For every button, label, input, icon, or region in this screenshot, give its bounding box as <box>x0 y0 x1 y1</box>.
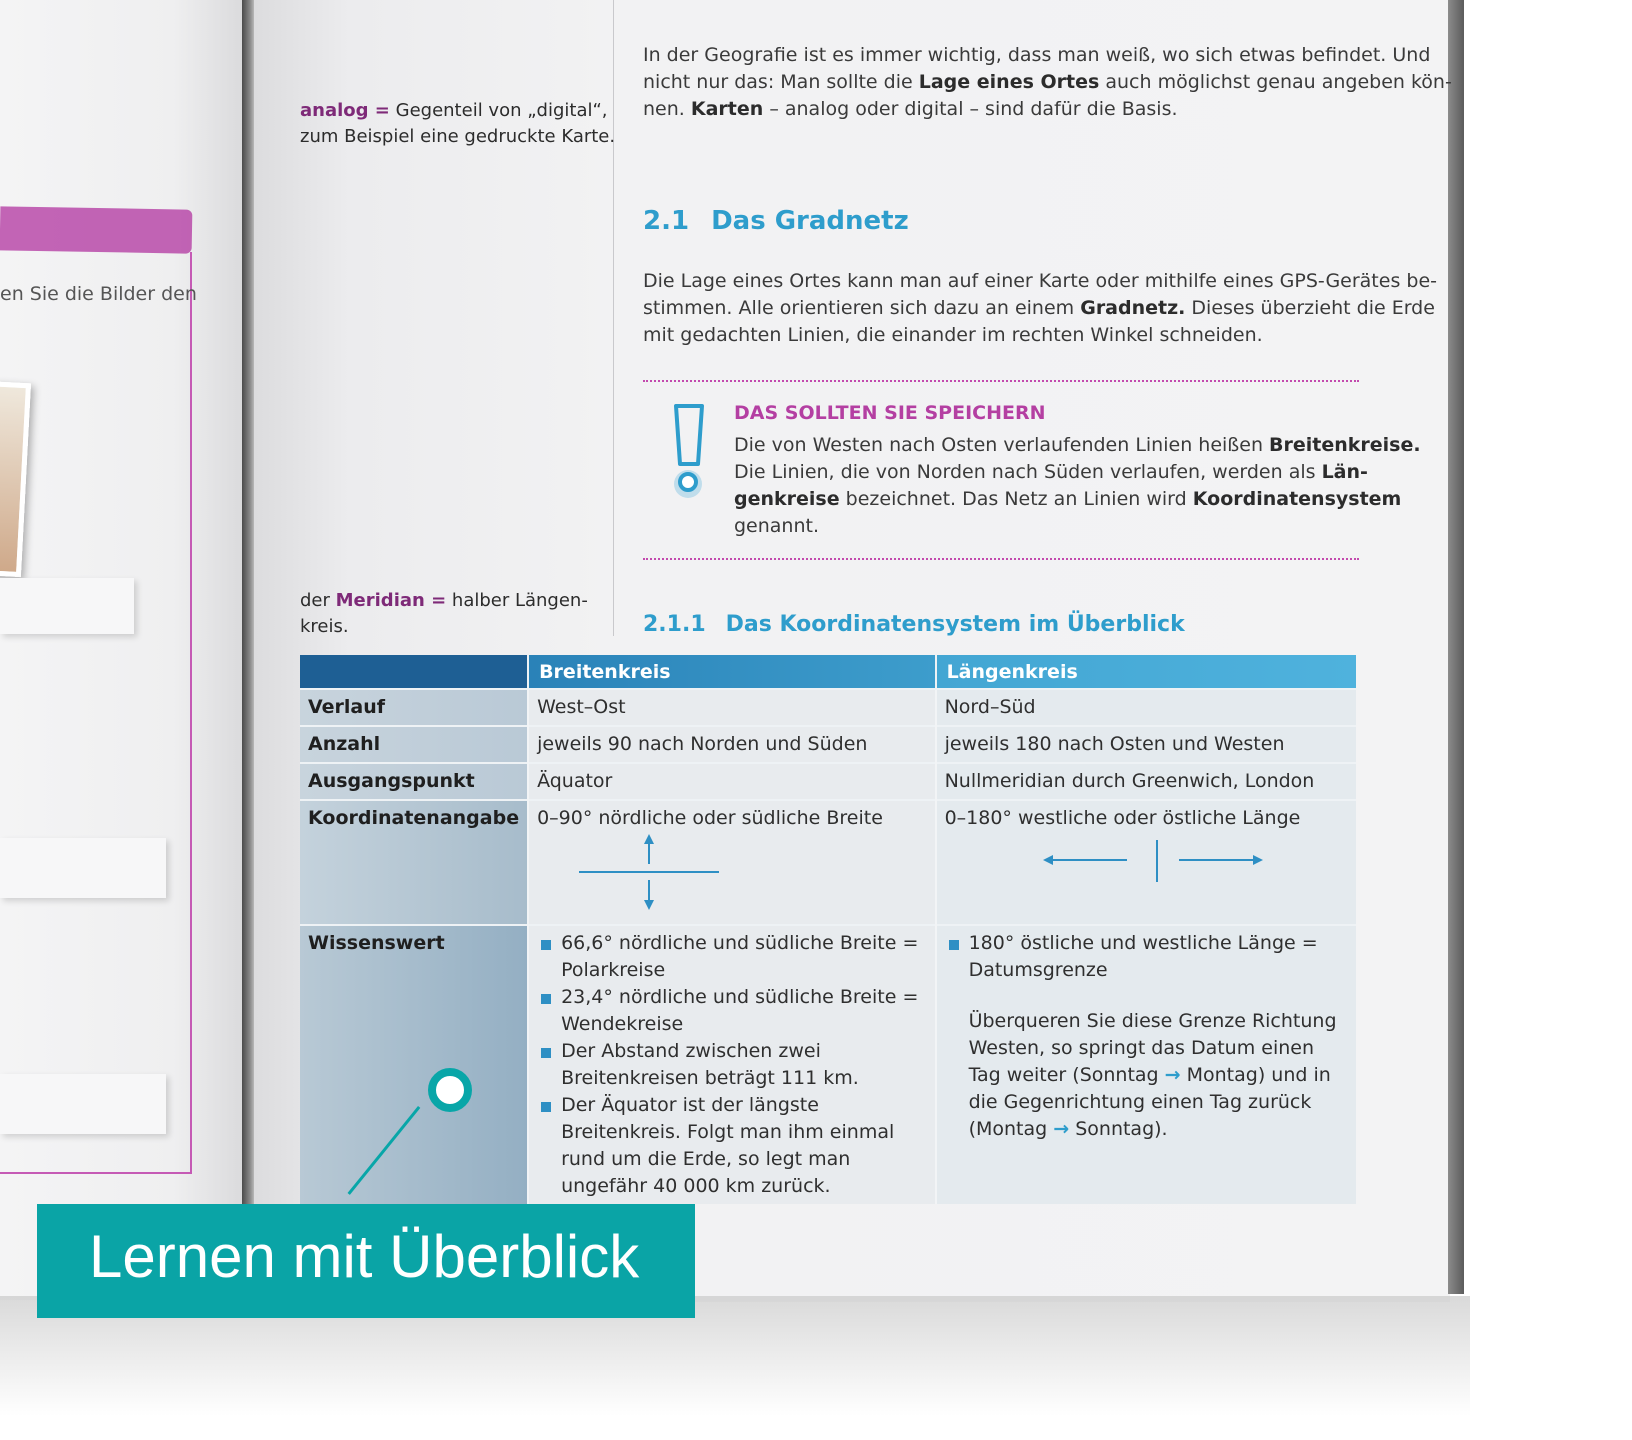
exclamation-icon <box>668 402 708 502</box>
glossary-meridian <box>300 588 588 640</box>
table-row <box>300 925 1356 1204</box>
section-line: mit gedachten Linien, die einander im rechten Winkel schneiden. <box>643 324 1263 346</box>
intro-bold: Lage eines Ortes <box>918 71 1100 93</box>
row-label: Koordinatenangabe <box>300 800 528 925</box>
intro-text: auch möglichst genau angeben kön- <box>1099 71 1452 93</box>
longitude-arrows-icon <box>1037 834 1277 894</box>
table-cell: West–Ost <box>528 689 936 726</box>
section-number: 2.1 <box>643 206 690 236</box>
memo-text <box>734 432 1421 540</box>
margin-divider <box>613 0 614 636</box>
cell-text: 0–90° nördliche oder südliche Breite <box>537 807 883 829</box>
table-row <box>300 800 1356 925</box>
left-page <box>0 0 248 1300</box>
table-cell <box>936 925 1356 1204</box>
glossary-definition: halber Längen- <box>451 590 588 611</box>
section-text: Dieses überzieht die Erde <box>1185 297 1435 319</box>
memo-bold: Koordinatensystem <box>1192 488 1402 510</box>
left-page-card <box>0 578 134 634</box>
paragraph-text: Überqueren Sie diese Grenze Richtung Westen, so springt das Datum einen Tag weiter (Sonntag <box>968 1010 1337 1086</box>
intro-text: – analog oder digital – sind dafür die Basis. <box>763 98 1178 120</box>
fact-list <box>537 930 927 1200</box>
list-item: Der Abstand zwischen zwei Breitenkreisen beträgt 111 km. <box>537 1038 927 1092</box>
row-label: Verlauf <box>300 689 528 726</box>
table-header-cell: Breitenkreis <box>528 655 936 689</box>
table-cell: Äquator <box>528 763 936 800</box>
intro-text: nicht nur das: Man sollte die <box>643 71 919 93</box>
left-page-snippet: en Sie die Bilder den <box>0 283 197 305</box>
section-paragraph <box>643 268 1437 349</box>
left-page-card <box>0 1074 166 1134</box>
table-cell <box>528 925 936 1204</box>
latitude-arrows-icon <box>569 832 729 912</box>
memo-bold: Breitenkreise. <box>1269 434 1421 456</box>
feature-banner <box>37 1204 695 1318</box>
left-page-card <box>0 838 166 898</box>
section-title: Das Gradnetz <box>711 206 909 236</box>
row-label: Anzahl <box>300 726 528 763</box>
table-cell <box>936 800 1356 925</box>
table-cell: jeweils 90 nach Norden und Süden <box>528 726 936 763</box>
table-row <box>300 689 1356 726</box>
coordinate-table <box>300 655 1356 1204</box>
glossary-term: Meridian = <box>335 590 447 611</box>
memo-text-part: bezeichnet. Das Netz an Linien wird <box>839 488 1193 510</box>
memo-text-part: Die Linien, die von Norden nach Süden verlaufen, werden als <box>734 461 1322 483</box>
glossary-definition: Gegenteil von „digital“, <box>395 100 608 121</box>
section-text: stimmen. Alle orientieren sich dazu an einem <box>643 297 1081 319</box>
banner-text: Lernen mit Überblick <box>89 1223 640 1290</box>
table-row <box>300 726 1356 763</box>
table-cell: jeweils 180 nach Osten und Westen <box>936 726 1356 763</box>
glossary-analog <box>300 98 615 150</box>
section-heading <box>643 206 909 236</box>
table-cell: Nord–Süd <box>936 689 1356 726</box>
dateline-paragraph <box>945 1008 1348 1143</box>
subsection-number: 2.1.1 <box>643 612 706 637</box>
memo-bottom-divider <box>643 558 1359 560</box>
intro-bold: Karten <box>690 98 764 120</box>
pink-marker-band <box>0 206 192 253</box>
row-label: Ausgangspunkt <box>300 763 528 800</box>
glossary-definition: kreis. <box>300 616 349 637</box>
list-item: 23,4° nördliche und südliche Breite = Wendekreise <box>537 984 927 1038</box>
intro-text: nen. <box>643 98 691 120</box>
list-item: 66,6° nördliche und südliche Breite = Polarkreise <box>537 930 927 984</box>
list-item: 180° östliche und westliche Länge = Datumsgrenze <box>945 930 1348 984</box>
right-arrow-icon: → <box>1053 1118 1070 1140</box>
table-header-cell: Längenkreis <box>936 655 1356 689</box>
fact-list <box>945 930 1348 984</box>
table-header-row <box>300 655 1356 689</box>
table-row <box>300 763 1356 800</box>
intro-paragraph <box>643 42 1452 123</box>
section-bold: Gradnetz. <box>1080 297 1186 319</box>
memo-bold: genkreise <box>734 488 840 510</box>
glossary-term: analog = <box>300 100 390 121</box>
list-item: Der Äquator ist der längste Breitenkreis. Folgt man ihm einmal rund um die Erde, so legt man ungefähr 40 000 km zurück. <box>537 1092 927 1200</box>
cell-text: 0–180° westliche oder östliche Länge <box>944 807 1301 829</box>
table-cell: Nullmeridian durch Greenwich, London <box>936 763 1356 800</box>
paragraph-text: Montag) und in die Gegenrichtung einen Tag zurück (Montag <box>968 1064 1331 1140</box>
right-arrow-icon: → <box>1164 1064 1181 1086</box>
memo-title: DAS SOLLTEN SIE SPEICHERN <box>734 402 1046 424</box>
memo-bold: Län- <box>1321 461 1368 483</box>
table-cell <box>528 800 936 925</box>
section-line: Die Lage eines Ortes kann man auf einer Karte oder mithilfe eines GPS-Gerätes be- <box>643 270 1437 292</box>
page-edge <box>1448 0 1464 1294</box>
subsection-title: Das Koordinatensystem im Überblick <box>725 612 1185 637</box>
paragraph-text: Sonntag). <box>1069 1118 1168 1140</box>
row-label: Wissenswert <box>300 925 528 1204</box>
subsection-heading <box>643 612 1185 637</box>
glossary-definition: zum Beispiel eine gedruckte Karte. <box>300 126 616 147</box>
glossary-prefix: der <box>300 590 330 611</box>
memo-text-part: genannt. <box>734 515 820 537</box>
callout-ring <box>428 1068 472 1112</box>
memo-text-part: Die von Westen nach Osten verlaufenden Linien heißen <box>734 434 1270 456</box>
intro-line: In der Geografie ist es immer wichtig, dass man weiß, wo sich etwas befindet. Und <box>643 44 1431 66</box>
table-header-cell <box>300 655 528 689</box>
memo-top-divider <box>643 380 1359 382</box>
